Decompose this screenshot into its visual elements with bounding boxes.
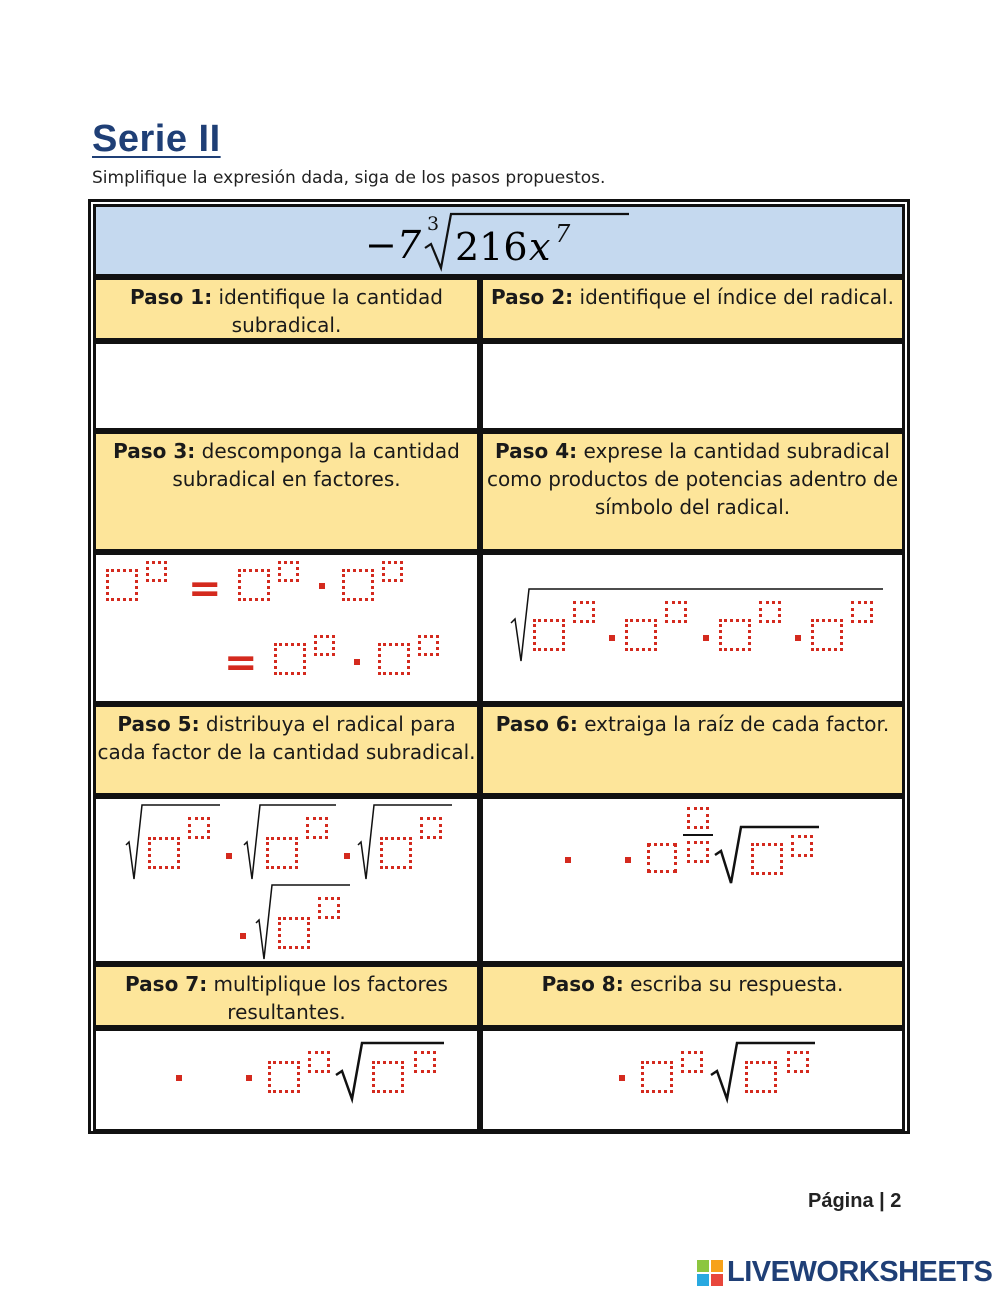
- instructions: Simplifique la expresión dada, siga de los pasos propuestos.: [92, 168, 606, 188]
- base-input-box[interactable]: [278, 917, 310, 949]
- multiply-dot: [795, 635, 801, 641]
- step-text: identifique la cantidad subradical.: [212, 285, 443, 337]
- step-label: Paso 8:: [541, 972, 624, 996]
- step-text: extraiga la raíz de cada factor.: [577, 712, 890, 736]
- step-3-instruction: [93, 431, 480, 552]
- radical-sign: [483, 1031, 903, 1131]
- step-6-instruction: [480, 704, 905, 796]
- equals-sign: =: [188, 566, 222, 612]
- base-input-box[interactable]: [274, 643, 306, 675]
- step-label: Paso 4:: [495, 439, 578, 463]
- exponent-input-box[interactable]: [382, 561, 403, 582]
- step-text: distribuya el radical para cada factor de la cantidad subradical.: [97, 712, 476, 764]
- exponent-input-box[interactable]: [851, 601, 873, 623]
- exponent-input-box[interactable]: [791, 835, 813, 857]
- multiply-dot: [609, 635, 615, 641]
- step-label: Paso 3:: [113, 439, 196, 463]
- base-input-box[interactable]: [811, 619, 843, 651]
- exponent-input-box[interactable]: [787, 1051, 809, 1073]
- base-input-box[interactable]: [266, 837, 298, 869]
- exponent-input-box[interactable]: [759, 601, 781, 623]
- step-label: Paso 6:: [495, 712, 578, 736]
- exponent-input-box[interactable]: [306, 817, 328, 839]
- base-input-box[interactable]: [238, 569, 270, 601]
- step-text: identifique el índice del radical.: [573, 285, 894, 309]
- step-label: Paso 7:: [125, 972, 208, 996]
- exponent-input-box[interactable]: [278, 561, 299, 582]
- step-2-answer-field[interactable]: [480, 341, 905, 431]
- step-7-instruction: [93, 964, 480, 1028]
- step-4-answer-area: [480, 552, 905, 704]
- brand-logo-icon: [697, 1260, 723, 1286]
- base-input-box[interactable]: [372, 1061, 404, 1093]
- step-5-answer-area: [93, 796, 480, 964]
- step-1-answer-field[interactable]: [93, 341, 480, 431]
- coefficient: −7: [365, 222, 422, 267]
- base-input-box[interactable]: [378, 643, 410, 675]
- brand-name: LIVEWORKSHEETS: [727, 1256, 993, 1288]
- step-4-instruction: [480, 431, 905, 552]
- base-input-box[interactable]: [148, 837, 180, 869]
- base-input-box[interactable]: [745, 1061, 777, 1093]
- radicand-exponent: 7: [555, 219, 571, 248]
- step-2-instruction: [480, 277, 905, 341]
- step-8-answer-area: [480, 1028, 905, 1132]
- step-3-answer-area: [93, 552, 480, 704]
- base-input-box[interactable]: [625, 619, 657, 651]
- equals-sign: =: [224, 640, 258, 686]
- step-label: Paso 2:: [491, 285, 574, 309]
- base-input-box[interactable]: [533, 619, 565, 651]
- exponent-input-box[interactable]: [188, 817, 210, 839]
- step-7-answer-area: [93, 1028, 480, 1132]
- step-5-instruction: [93, 704, 480, 796]
- step-1-instruction: [93, 277, 480, 341]
- exponent-input-box[interactable]: [665, 601, 687, 623]
- base-input-box[interactable]: [751, 843, 783, 875]
- worksheet-title: Serie II: [92, 118, 221, 160]
- radicand-number: 216: [455, 224, 528, 269]
- base-input-box[interactable]: [106, 569, 138, 601]
- steps-table: [88, 199, 910, 1134]
- exponent-input-box[interactable]: [146, 561, 167, 582]
- base-input-box[interactable]: [719, 619, 751, 651]
- radical-index: 3: [427, 212, 440, 235]
- step-label: Paso 1:: [130, 285, 213, 309]
- exponent-input-box[interactable]: [318, 897, 340, 919]
- page-number: Página | 2: [808, 1190, 902, 1212]
- step-text: descomponga la cantidad subradical en factores.: [172, 439, 460, 491]
- multiply-dot: [319, 583, 325, 589]
- multiply-dot: [703, 635, 709, 641]
- exponent-input-box[interactable]: [418, 635, 439, 656]
- multiply-dot: [226, 853, 232, 859]
- exponent-input-box[interactable]: [573, 601, 595, 623]
- step-label: Paso 5:: [117, 712, 200, 736]
- step-8-instruction: [480, 964, 905, 1028]
- fraction-and-radical: [483, 799, 903, 961]
- multiply-dot: [240, 933, 246, 939]
- multiply-dot: [344, 853, 350, 859]
- denominator-input-box[interactable]: [687, 841, 709, 863]
- radical-expression: [359, 208, 639, 274]
- radical-sign: [96, 1031, 478, 1131]
- exponent-input-box[interactable]: [420, 817, 442, 839]
- step-6-answer-area: [480, 796, 905, 964]
- expression-header: [93, 204, 905, 277]
- brand-logo: [697, 1256, 992, 1289]
- radicand-variable: x: [529, 224, 551, 269]
- multiply-dot: [354, 659, 360, 665]
- exponent-input-box[interactable]: [414, 1051, 436, 1073]
- base-input-box[interactable]: [342, 569, 374, 601]
- step-text: multiplique los factores resultantes.: [207, 972, 448, 1024]
- step-text: escriba su respuesta.: [623, 972, 844, 996]
- step-text: exprese la cantidad subradical como productos de potencias adentro de símbolo del radical.: [486, 439, 899, 519]
- base-input-box[interactable]: [380, 837, 412, 869]
- exponent-input-box[interactable]: [314, 635, 335, 656]
